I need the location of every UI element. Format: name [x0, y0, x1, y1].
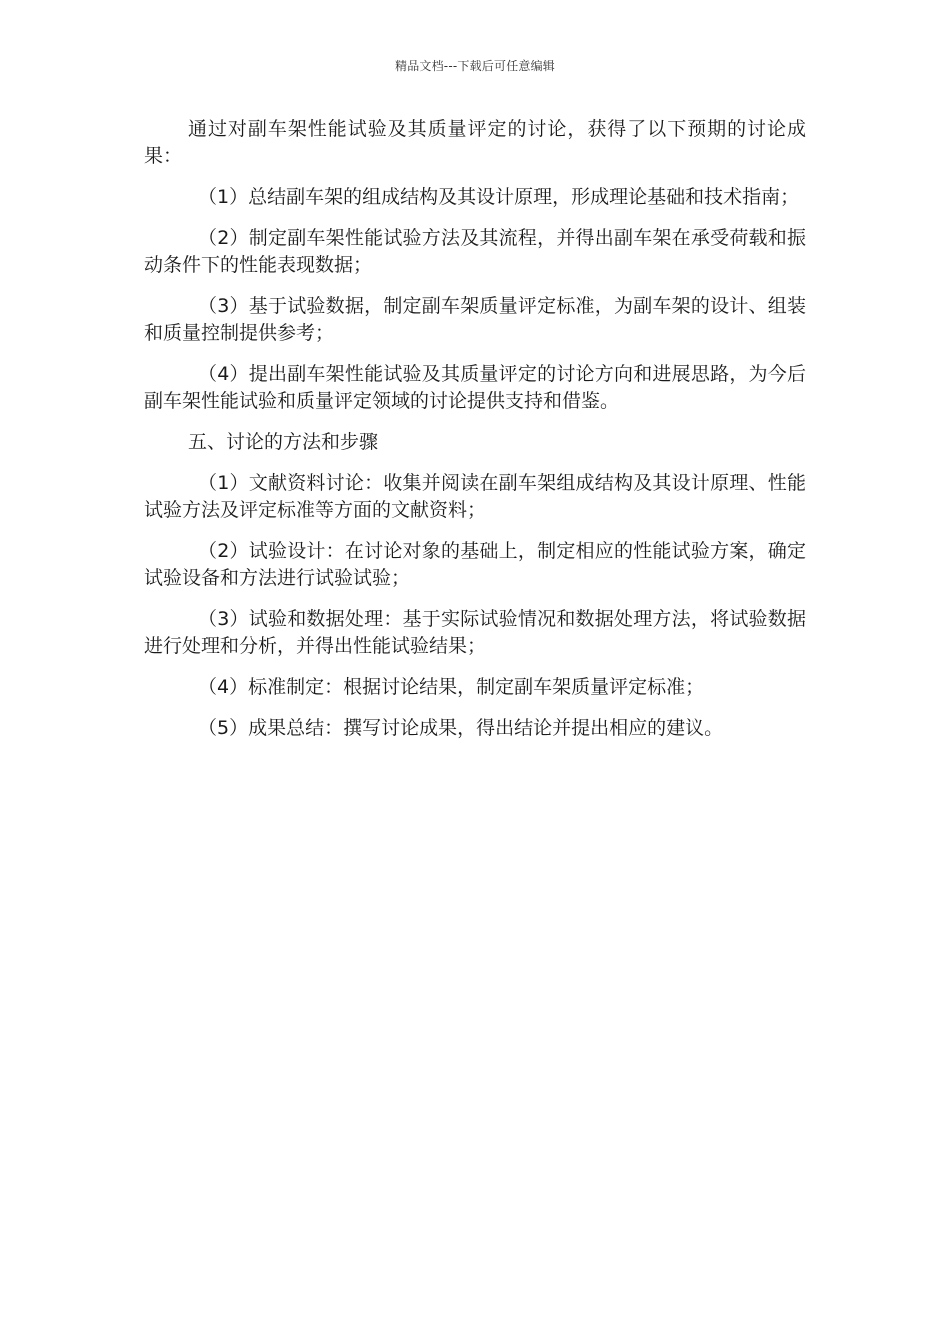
header-note: 精品文档---下载后可任意编辑: [395, 59, 555, 73]
step-item-3: （3）试验和数据处理：基于实际试验情况和数据处理方法，将试验数据进行处理和分析，并得出性能试验结果；: [144, 608, 806, 657]
section-heading: 五、讨论的方法和步骤: [188, 431, 379, 453]
step-item-5: （5）成果总结：撰写讨论成果，得出结论并提出相应的建议。: [198, 717, 724, 739]
outcome-item-2: （2）制定副车架性能试验方法及其流程，并得出副车架在承受荷载和振动条件下的性能表现数据；: [144, 227, 806, 276]
outcome-item-3: （3）基于试验数据，制定副车架质量评定标准，为副车架的设计、组装和质量控制提供参考；: [144, 295, 806, 344]
intro-paragraph: 通过对副车架性能试验及其质量评定的讨论，获得了以下预期的讨论成果：: [144, 118, 806, 167]
step-item-4: （4）标准制定：根据讨论结果，制定副车架质量评定标准；: [198, 676, 705, 698]
outcome-item-1: （1）总结副车架的组成结构及其设计原理，形成理论基础和技术指南；: [198, 186, 800, 208]
step-item-2: （2）试验设计：在讨论对象的基础上，制定相应的性能试验方案，确定试验设备和方法进行试验试验；: [144, 540, 806, 589]
outcome-item-4: （4）提出副车架性能试验及其质量评定的讨论方向和进展思路，为今后副车架性能试验和质量评定领域的讨论提供支持和借鉴。: [144, 363, 806, 412]
document-body: [144, 116, 806, 756]
step-item-1: （1）文献资料讨论：收集并阅读在副车架组成结构及其设计原理、性能试验方法及评定标准等方面的文献资料；: [144, 472, 806, 521]
